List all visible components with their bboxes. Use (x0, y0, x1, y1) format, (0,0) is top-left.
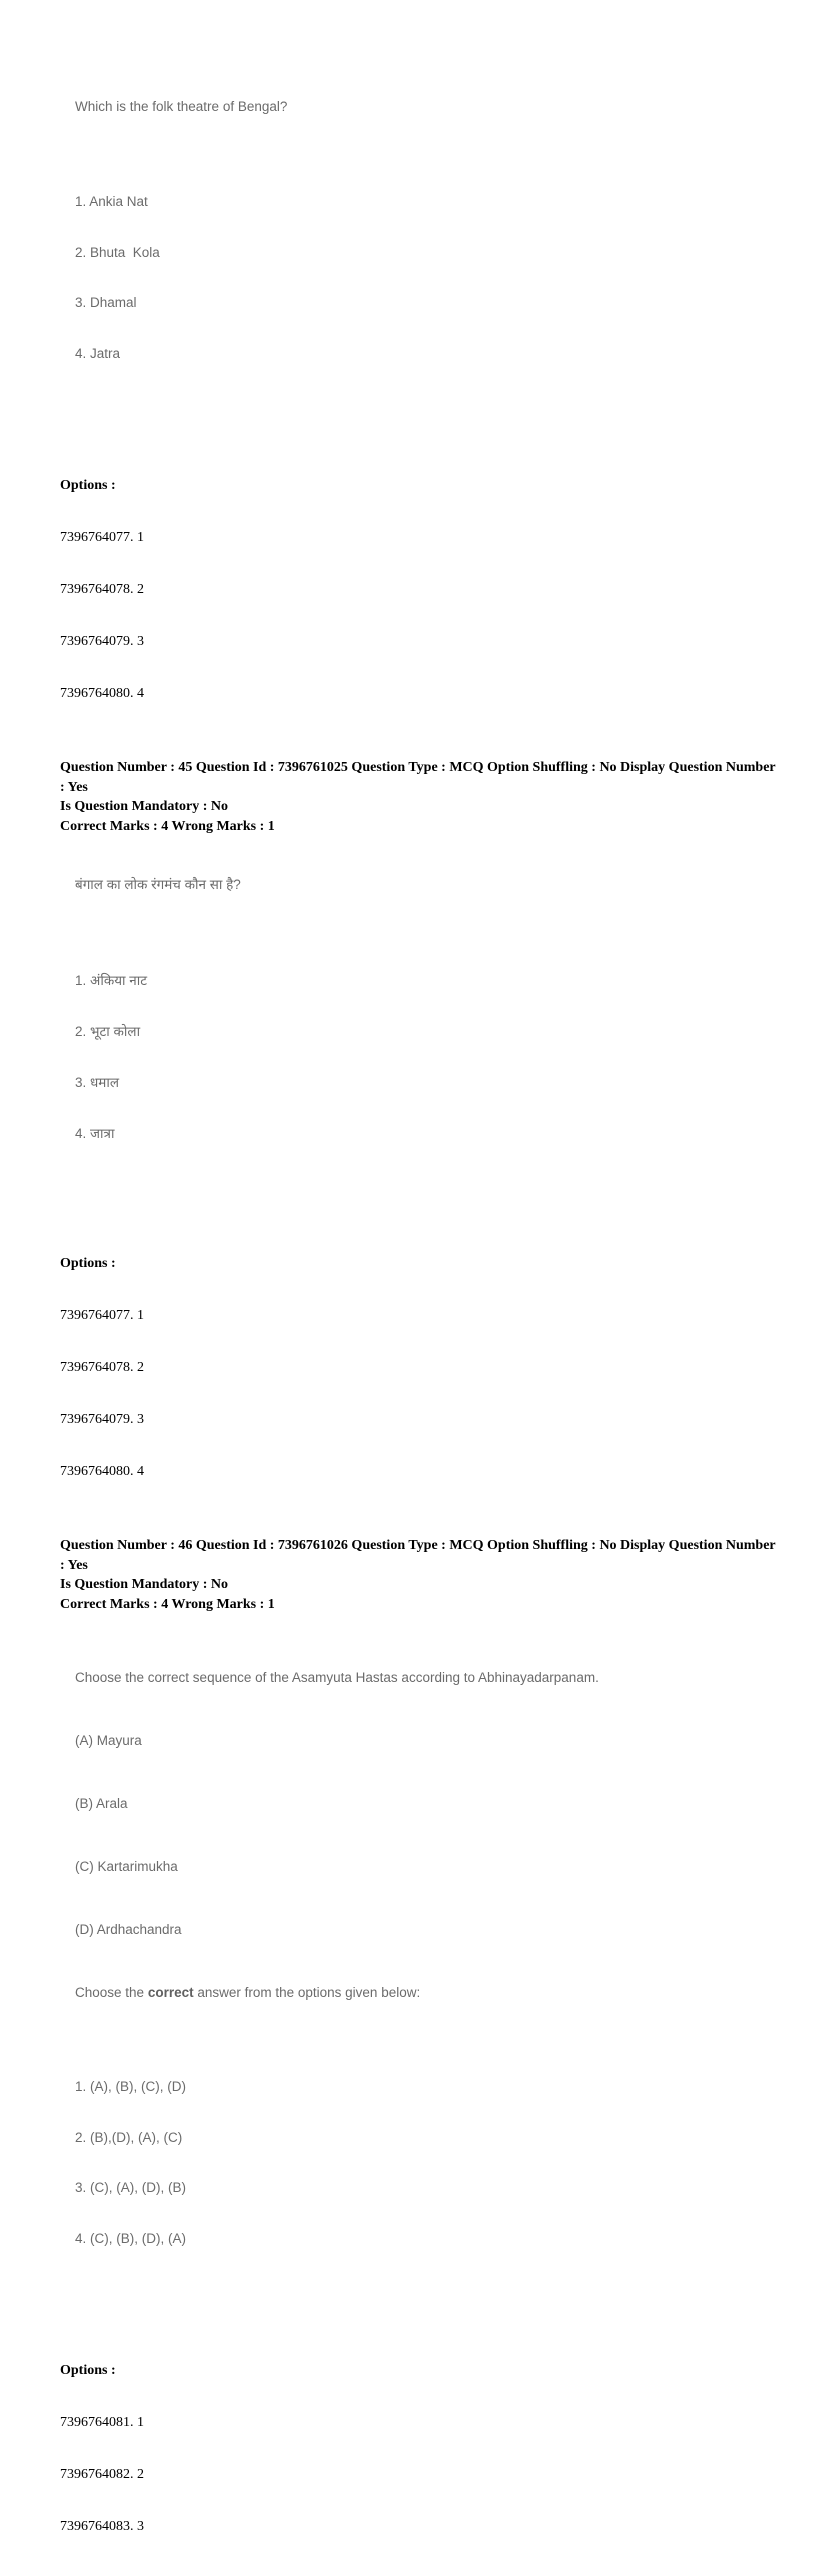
option-id-row: 7396764078. 2 (60, 1360, 144, 1375)
option-id-row: 7396764079. 3 (60, 634, 144, 649)
statement-item: (D) Ardhachandra (75, 1922, 182, 1937)
choice-list (75, 162, 776, 394)
choice-list (75, 940, 776, 1174)
question-stem: बंगाल का लोक रंगमंच कौन सा है? (75, 877, 241, 892)
option-id-row: 7396764079. 3 (60, 1412, 144, 1427)
question-stem: Choose the correct sequence of the Asamyuta Hastas according to Abhinayadarpanam. (75, 1670, 599, 1685)
choice-item: 4. जात्रा (75, 1126, 115, 1141)
instruction-suffix: answer from the options given below: (193, 1985, 421, 2000)
question-46 (75, 1639, 776, 2309)
choice-item: 3. Dhamal (75, 295, 137, 310)
statement-item: (C) Kartarimukha (75, 1859, 178, 1874)
question-marks-line: Correct Marks : 4 Wrong Marks : 1 (60, 818, 275, 834)
choice-item: 4. (C), (B), (D), (A) (75, 2230, 186, 2246)
option-id-row: 7396764077. 1 (60, 530, 144, 545)
instruction-bold: correct (147, 1985, 194, 2000)
choice-item: 1. (A), (B), (C), (D) (75, 2079, 186, 2094)
question-45-english (75, 68, 776, 424)
options-block-45-english (60, 444, 776, 736)
question-45-hindi (75, 846, 776, 1204)
choice-item: 1. अंकिया नाट (75, 973, 148, 988)
question-stem: Which is the folk theatre of Bengal? (75, 99, 288, 114)
choice-list (75, 2047, 776, 2279)
option-id-row: 7396764080. 4 (60, 1464, 144, 1479)
question-meta-line: Question Number : 46 Question Id : 7396761026 Question Type : MCQ Option Shuffling : No Display Question Number : Yes (60, 1538, 776, 1573)
question-46-meta (60, 1536, 776, 1614)
options-block-46 (60, 2329, 776, 2569)
question-marks-line: Correct Marks : 4 Wrong Marks : 1 (60, 1596, 275, 1612)
choice-item: 2. (B),(D), (A), (C) (75, 2129, 183, 2145)
instruction-line (75, 1984, 776, 2001)
option-id-row: 7396764083. 3 (60, 2519, 144, 2534)
option-id-row: 7396764078. 2 (60, 582, 144, 597)
question-meta-line: Question Number : 45 Question Id : 7396761025 Question Type : MCQ Option Shuffling : No Display Question Number : Yes (60, 760, 776, 795)
option-id-row: 7396764082. 2 (60, 2467, 144, 2482)
question-45-meta (60, 758, 776, 836)
options-block-45-hindi (60, 1222, 776, 1514)
choice-item: 2. भूटा कोला (75, 1024, 141, 1039)
choice-item: 4. Jatra (75, 345, 121, 361)
option-id-row: 7396764077. 1 (60, 1308, 144, 1323)
statement-item: (B) Arala (75, 1796, 128, 1811)
options-label: Options : (60, 2363, 116, 2378)
choice-item: 2. Bhuta Kola (75, 244, 160, 260)
statement-item: (A) Mayura (75, 1733, 142, 1748)
choice-item: 1. Ankia Nat (75, 194, 148, 209)
instruction-prefix: Choose the (75, 1985, 148, 2000)
options-label: Options : (60, 1256, 116, 1271)
question-meta-line: Is Question Mandatory : No (60, 1577, 229, 1592)
choice-item: 3. धमाल (75, 1075, 120, 1090)
option-id-row: 7396764080. 4 (60, 686, 144, 701)
choice-item: 3. (C), (A), (D), (B) (75, 2180, 186, 2195)
question-meta-line: Is Question Mandatory : No (60, 799, 229, 814)
options-label: Options : (60, 478, 116, 493)
option-id-row: 7396764081. 1 (60, 2415, 144, 2430)
